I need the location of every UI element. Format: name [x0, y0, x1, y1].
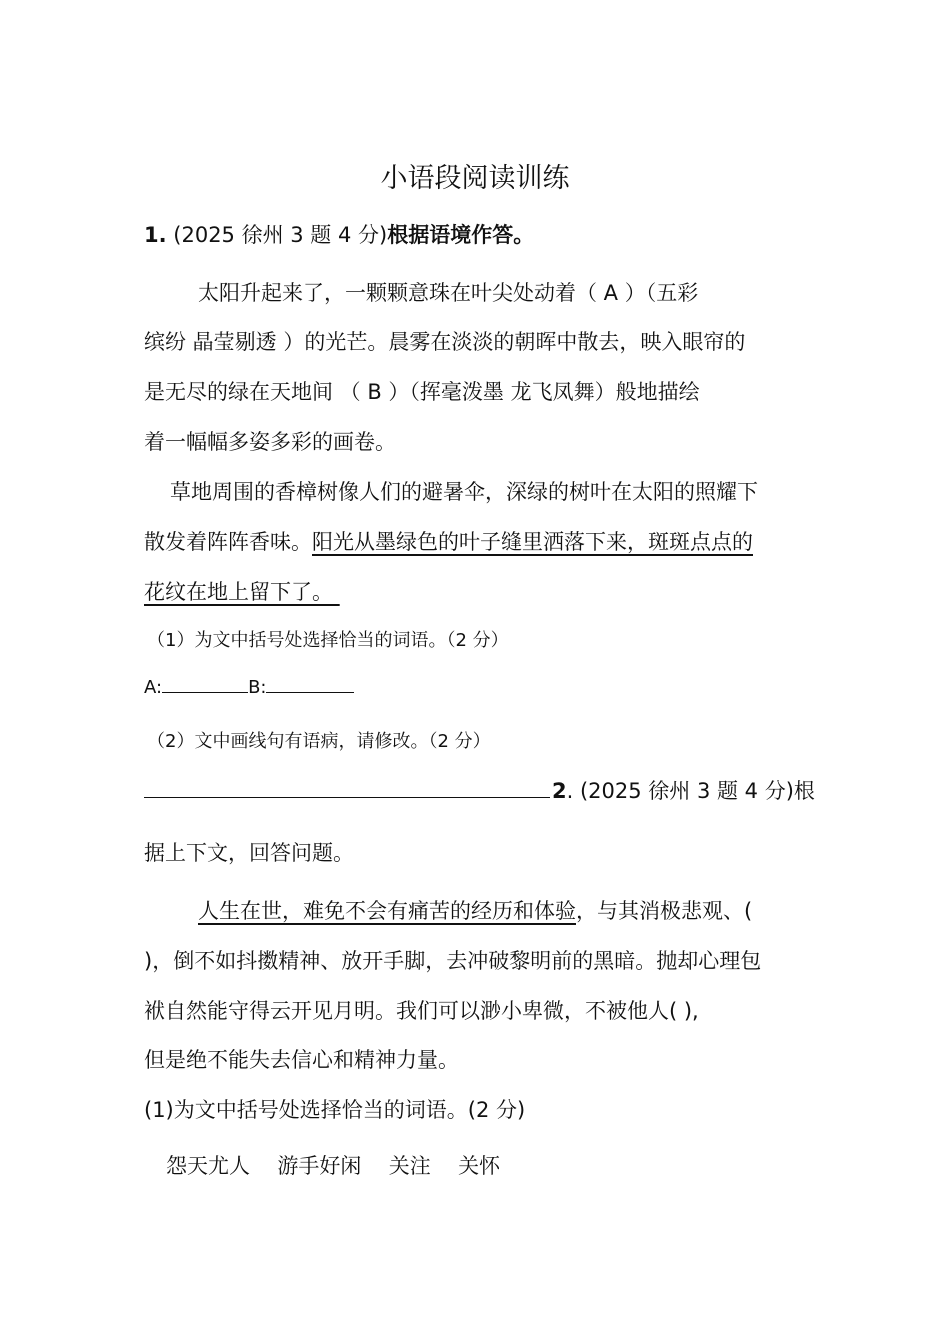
q2-line1-rest: ，与其消极悲观、( [576, 899, 753, 923]
q1-passage-line1: 太阳升起来了，一颗颗意珠在叶尖处动着（ A ）（五彩 [198, 281, 699, 305]
q1-passage-line3: 是无尽的绿在天地间 （ B ）（挥毫泼墨 龙飞凤舞）般地描绘 [144, 380, 700, 404]
q1-underlined-sentence-part1: 阳光从墨绿色的叶子缝里洒落下来，斑斑点点的 [312, 530, 753, 554]
q1-header [144, 219, 534, 249]
option-1: 怨天尤人 [166, 1154, 250, 1178]
q2-prompt-line: 据上下文，回答问题。 [144, 841, 354, 865]
option-3: 关注 [388, 1154, 431, 1178]
q1-sub2: （2）文中画线句有语病，请修改。（2 分） [147, 731, 491, 752]
q2-passage-line3: 袱自然能守得云开见月明。我们可以渺小卑微，不被他人( ), [144, 999, 699, 1023]
q1-prompt: 根据语境作答。 [387, 223, 535, 247]
q1-passage-line2: 缤纷 晶莹剔透 ）的光芒。晨雾在淡淡的朝晖中散去，映入眼帘的 [144, 330, 746, 354]
q1-line6-plain: 散发着阵阵香味。 [144, 530, 312, 554]
answer-b-blank[interactable] [266, 691, 354, 693]
q2-number: 2 [552, 779, 567, 803]
q1-number: 1. [144, 223, 167, 247]
page-title: 小语段阅读训练 [380, 163, 570, 194]
q1-sub1: （1）为文中括号处选择恰当的词语。（2 分） [147, 630, 509, 651]
q2-passage-line1 [198, 895, 752, 925]
q2-passage-line4: 但是绝不能失去信心和精神力量。 [144, 1048, 459, 1072]
q1-passage-line4: 着一幅幅多姿多彩的画卷。 [144, 430, 396, 454]
q1-underlined-sentence-part2 [144, 576, 340, 606]
q2-sub1: (1)为文中括号处选择恰当的词语。(2 分) [144, 1098, 526, 1122]
q2-options [166, 1150, 500, 1180]
option-4: 关怀 [458, 1154, 501, 1178]
q2-header [552, 775, 815, 805]
q1-sub2-answer-line[interactable] [144, 797, 550, 798]
q2-passage-line2: )，倒不如抖擞精神、放开手脚，去冲破黎明前的黑暗。抛却心理包 [144, 949, 762, 973]
q1-passage-line6 [144, 526, 753, 556]
answer-a-label: A: [144, 677, 163, 698]
q1-line7-text: 花纹在地上留下了。 [144, 580, 333, 604]
q1-answer-row [144, 677, 354, 698]
answer-a-blank[interactable] [162, 691, 248, 693]
answer-b-label: B: [248, 677, 267, 698]
q2-source: . (2025 徐州 3 题 4 分)根 [566, 779, 815, 803]
option-2: 游手好闲 [277, 1154, 362, 1178]
q1-source: (2025 徐州 3 题 4 分) [173, 223, 388, 247]
q2-underlined-sentence: 人生在世，难免不会有痛苦的经历和体验 [198, 899, 576, 923]
q1-passage-line5: 草地周围的香樟树像人们的避暑伞，深绿的树叶在太阳的照耀下 [170, 480, 758, 504]
